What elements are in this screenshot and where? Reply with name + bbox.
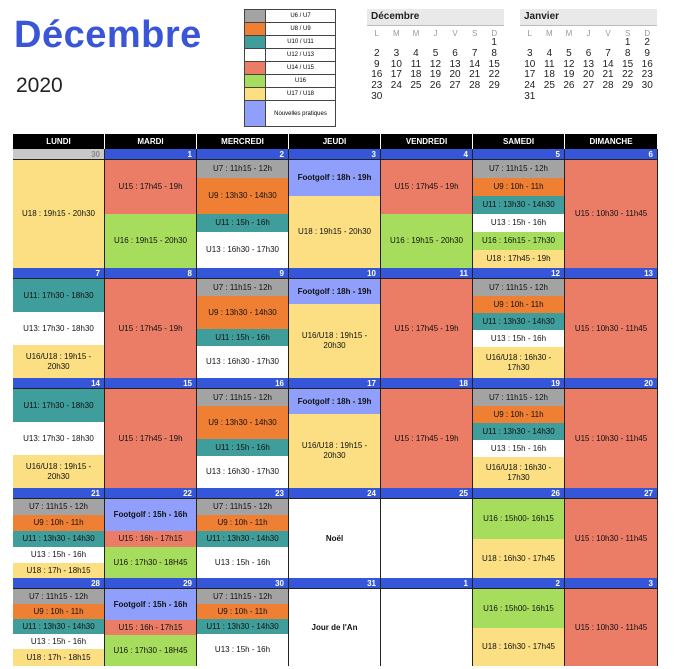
mini-calendar-day[interactable]: 9 — [374, 58, 380, 70]
event-slot[interactable]: U16 : 17h30 - 18H45 — [105, 635, 196, 666]
event-slot[interactable]: Jour de l'An — [289, 589, 380, 666]
mini-calendar-dayname: S — [471, 29, 478, 38]
mini-calendar-day[interactable]: 3 — [527, 47, 533, 59]
event-slot[interactable]: U9 : 10h - 11h — [473, 296, 564, 313]
mini-calendar-day[interactable]: 30 — [641, 80, 653, 92]
mini-calendar-day — [484, 92, 504, 103]
day-number: 16 — [197, 378, 288, 389]
day-number: 26 — [473, 488, 564, 499]
event-slot[interactable]: U16/U18 : 19h15 - 20h30 — [289, 414, 380, 488]
legend-swatch — [245, 36, 266, 49]
mini-calendar-dayname: M — [546, 29, 553, 38]
event-slot[interactable]: U16 : 19h15 - 20h30 — [105, 214, 196, 268]
mini-calendar-dayname: L — [527, 29, 532, 38]
legend-swatch — [245, 10, 266, 23]
weekday-header: LUNDI — [13, 134, 105, 149]
day-number: 1 — [381, 578, 472, 589]
day-number: 25 — [381, 488, 472, 499]
day-cell[interactable] — [565, 149, 658, 268]
mini-calendar-day[interactable]: 26 — [429, 80, 442, 92]
mini-calendar-days — [367, 38, 504, 103]
event-slot[interactable]: U11 : 13h30 - 14h30 — [13, 531, 104, 547]
mini-calendar-dayname: M — [412, 29, 420, 38]
event-slot[interactable]: U7 : 11h15 - 12h — [197, 389, 288, 406]
mini-calendar-day[interactable]: 15 — [622, 58, 634, 70]
mini-calendar-day[interactable]: 9 — [644, 47, 650, 59]
day-number: 31 — [289, 578, 380, 589]
event-slot[interactable]: U13 : 15h - 16h — [473, 440, 564, 457]
mini-calendar-dayname: V — [452, 29, 458, 38]
day-number: 4 — [381, 149, 472, 160]
day-cell[interactable] — [381, 488, 473, 578]
day-number: 10 — [289, 268, 380, 279]
day-number: 22 — [105, 488, 196, 499]
mini-calendar-day[interactable]: 23 — [641, 69, 653, 81]
mini-calendar-title: Décembre — [367, 9, 504, 26]
event-slot[interactable]: U15 : 17h45 - 19h — [105, 389, 196, 488]
mini-calendar-day[interactable]: 21 — [602, 69, 614, 81]
mini-calendar-day[interactable]: 17 — [390, 69, 402, 81]
mini-calendar-dayname: M — [393, 29, 400, 38]
mini-calendar-dayname: D — [491, 29, 498, 38]
day-number: 27 — [565, 488, 657, 499]
mini-calendar-day[interactable]: 1 — [491, 37, 497, 48]
day-number: 9 — [197, 268, 288, 279]
event-slot[interactable]: U11 : 15h - 16h — [197, 329, 288, 346]
mini-calendar-day — [387, 92, 407, 103]
event-slot[interactable]: U13 : 15h - 16h — [473, 330, 564, 347]
event-slot[interactable]: U7 : 11h15 - 12h — [473, 389, 564, 406]
day-cell[interactable] — [381, 378, 473, 488]
event-slot[interactable]: U13 : 15h - 16h — [13, 547, 104, 563]
mini-calendar-day[interactable]: 11 — [410, 58, 422, 70]
legend-swatch — [245, 49, 266, 62]
day-cell[interactable] — [381, 268, 473, 378]
mini-calendar-day[interactable]: 22 — [622, 69, 634, 81]
day-number: 21 — [13, 488, 104, 499]
mini-calendar-dayname: J — [586, 29, 591, 38]
day-cell[interactable] — [105, 268, 197, 378]
event-slot[interactable]: U11 : 13h30 - 14h30 — [197, 531, 288, 547]
mini-calendar-day — [426, 92, 446, 103]
mini-calendar-day[interactable]: 28 — [469, 80, 481, 92]
day-cell[interactable] — [13, 488, 105, 578]
event-slot[interactable]: U18 : 17h45 - 19h — [473, 250, 564, 268]
event-slot[interactable]: U16/U18 : 19h15 - 20h30 — [289, 304, 380, 378]
legend-swatch — [245, 88, 266, 101]
event-slot[interactable]: U15 : 17h45 - 19h — [381, 389, 472, 488]
day-cell[interactable] — [13, 268, 105, 378]
day-number: 18 — [381, 378, 472, 389]
legend — [244, 9, 336, 127]
day-cell[interactable] — [565, 268, 658, 378]
mini-calendar-day[interactable]: 16 — [371, 69, 383, 81]
event-slot[interactable]: U16 : 15h00- 16h15 — [473, 589, 564, 628]
event-slot[interactable]: U13 : 15h - 16h — [13, 634, 104, 649]
event-slot[interactable]: U13 : 15h - 16h — [197, 634, 288, 666]
mini-calendar-days — [520, 38, 657, 103]
mini-calendar-day[interactable]: 14 — [469, 58, 481, 70]
legend-label: U6 / U7 — [266, 10, 336, 23]
event-slot[interactable]: U18 : 17h - 18h15 — [13, 563, 104, 578]
event-slot[interactable] — [381, 589, 472, 666]
day-number: 24 — [289, 488, 380, 499]
event-slot[interactable]: U15 : 16h - 17h15 — [105, 531, 196, 547]
page-title: Décembre — [14, 14, 202, 56]
day-number: 2 — [473, 578, 564, 589]
legend-label: U16 — [266, 75, 336, 88]
event-slot[interactable]: Noël — [289, 499, 380, 578]
event-slot[interactable]: U16 : 19h15 - 20h30 — [381, 214, 472, 268]
mini-calendar-daynames — [367, 29, 504, 38]
day-cell[interactable] — [289, 149, 381, 268]
event-slot[interactable]: U16 : 16h15 - 17h30 — [473, 232, 564, 250]
day-number: 12 — [473, 268, 564, 279]
day-cell[interactable] — [473, 488, 565, 578]
event-slot[interactable]: U9 : 13h30 - 14h30 — [197, 296, 288, 329]
day-number: 19 — [473, 378, 564, 389]
event-slot[interactable]: U7 : 11h15 - 12h — [473, 279, 564, 296]
legend-row — [245, 62, 336, 75]
mini-calendar-day[interactable]: 7 — [605, 47, 611, 59]
mini-calendar-day[interactable]: 8 — [624, 47, 631, 59]
mini-calendar-day[interactable]: 10 — [524, 58, 536, 70]
day-cell[interactable] — [473, 378, 565, 488]
day-cell[interactable] — [565, 578, 658, 666]
event-slot[interactable]: U11: 17h30 - 18h30 — [13, 389, 104, 422]
day-number: 30 — [13, 149, 104, 160]
mini-calendar-day[interactable]: 29 — [488, 80, 500, 92]
mini-calendar-dayname: M — [565, 29, 573, 38]
mini-calendar-day[interactable]: 19 — [429, 69, 442, 81]
mini-calendar-day[interactable]: 6 — [452, 47, 458, 59]
day-cell[interactable] — [197, 488, 289, 578]
mini-calendar-day[interactable]: 18 — [543, 69, 555, 81]
mini-calendar-day[interactable]: 12 — [563, 58, 575, 70]
legend-label: Nouvelles pratiques — [266, 101, 336, 127]
mini-calendar-day[interactable]: 27 — [582, 80, 595, 92]
legend-label: U12 / U13 — [266, 49, 336, 62]
mini-calendar-day[interactable]: 5 — [566, 47, 572, 59]
day-number: 20 — [565, 378, 657, 389]
weekday-header: JEUDI — [289, 134, 381, 149]
mini-calendar-day[interactable]: 12 — [429, 58, 442, 70]
mini-calendar-day[interactable]: 21 — [469, 69, 481, 81]
mini-calendar-day[interactable]: 20 — [582, 69, 595, 81]
event-slot[interactable]: Footgolf : 18h - 19h — [289, 160, 380, 196]
mini-calendar-dayname: D — [644, 29, 651, 38]
event-slot[interactable]: U15 : 17h45 - 19h — [381, 279, 472, 378]
month-calendar — [13, 134, 658, 666]
day-number: 11 — [381, 268, 472, 279]
event-slot[interactable]: U18 : 16h30 - 17h45 — [473, 539, 564, 578]
week-row — [13, 488, 658, 578]
legend-row — [245, 10, 336, 23]
event-slot[interactable]: U18 : 19h15 - 20h30 — [13, 160, 104, 268]
day-number: 29 — [105, 578, 196, 589]
day-cell[interactable] — [473, 149, 565, 268]
event-slot[interactable]: U9 : 10h - 11h — [197, 604, 288, 619]
event-slot[interactable]: U9 : 10h - 11h — [473, 406, 564, 423]
mini-calendar-daynames — [520, 29, 657, 38]
mini-calendar-day[interactable]: 11 — [544, 58, 555, 70]
mini-calendar-day — [406, 92, 426, 103]
weekday-header: MARDI — [105, 134, 197, 149]
event-slot[interactable]: U11 : 13h30 - 14h30 — [13, 619, 104, 634]
mini-calendar-dayname: V — [605, 29, 611, 38]
page-year: 2020 — [16, 74, 63, 97]
mini-calendar-day[interactable]: 18 — [410, 69, 422, 81]
day-number: 3 — [289, 149, 380, 160]
day-number: 2 — [197, 149, 288, 160]
mini-calendar-day[interactable]: 19 — [563, 69, 575, 81]
event-slot[interactable]: U7 : 11h15 - 12h — [13, 499, 104, 515]
event-slot[interactable]: U15 : 10h30 - 11h45 — [565, 589, 657, 666]
mini-calendar-day[interactable]: 5 — [432, 47, 439, 59]
event-slot[interactable]: U11: 17h30 - 18h30 — [13, 279, 104, 312]
mini-calendar-day[interactable]: 2 — [374, 47, 380, 59]
day-cell[interactable] — [105, 149, 197, 268]
event-slot[interactable]: U15 : 10h30 - 11h45 — [565, 279, 657, 378]
event-slot[interactable]: U13 : 15h - 16h — [473, 214, 564, 232]
weekday-header: SAMEDI — [473, 134, 565, 149]
event-slot[interactable]: U16 : 15h00- 16h15 — [473, 499, 564, 539]
mini-calendar-day[interactable]: 25 — [543, 80, 555, 92]
event-slot[interactable]: U11 : 13h30 - 14h30 — [473, 313, 564, 330]
day-cell[interactable] — [13, 378, 105, 488]
day-cell[interactable] — [289, 578, 381, 666]
day-cell[interactable] — [289, 268, 381, 378]
mini-calendar-day[interactable]: 13 — [582, 58, 595, 70]
event-slot[interactable]: U9 : 10h - 11h — [197, 515, 288, 531]
mini-calendar-day — [445, 92, 465, 103]
day-number: 7 — [13, 268, 104, 279]
mini-calendar-day[interactable]: 14 — [602, 58, 614, 70]
day-cell[interactable] — [197, 378, 289, 488]
mini-calendar-day[interactable]: 8 — [491, 47, 497, 59]
mini-calendar-day[interactable]: 24 — [390, 80, 402, 92]
event-slot[interactable]: U16 : 17h30 - 18H45 — [105, 547, 196, 578]
day-cell[interactable] — [105, 488, 197, 578]
mini-calendar-day[interactable]: 6 — [585, 47, 592, 59]
event-slot[interactable]: U11 : 15h - 16h — [197, 439, 288, 456]
day-number: 3 — [565, 578, 657, 589]
legend-row — [245, 75, 336, 88]
event-slot[interactable]: U13: 17h30 - 18h30 — [13, 312, 104, 345]
legend-label: U10 / U11 — [266, 36, 336, 49]
day-cell[interactable] — [289, 488, 381, 578]
event-slot[interactable]: U15 : 16h - 17h15 — [105, 620, 196, 635]
mini-calendar-dayname: J — [433, 29, 438, 38]
day-number: 23 — [197, 488, 288, 499]
weekday-header: DIMANCHE — [565, 134, 658, 149]
event-slot[interactable]: U18 : 16h30 - 17h45 — [473, 628, 564, 666]
day-number: 14 — [13, 378, 104, 389]
legend-label: U8 / U9 — [266, 23, 336, 36]
event-slot[interactable]: U7 : 11h15 - 12h — [197, 160, 288, 178]
event-slot[interactable]: U13 : 16h30 - 17h30 — [197, 346, 288, 378]
day-cell[interactable] — [381, 578, 473, 666]
mini-calendar-day — [465, 92, 485, 103]
day-cell[interactable] — [565, 378, 658, 488]
mini-calendar-day[interactable]: 4 — [413, 47, 419, 59]
event-slot[interactable]: U9 : 10h - 11h — [473, 178, 564, 196]
event-slot[interactable]: U13 : 15h - 16h — [197, 547, 288, 578]
legend-row — [245, 88, 336, 101]
event-slot[interactable]: U7 : 11h15 - 12h — [197, 499, 288, 515]
event-slot[interactable]: Footgolf : 18h - 19h — [289, 389, 380, 414]
week-row — [13, 578, 658, 666]
mini-calendar-day[interactable]: 25 — [410, 80, 422, 92]
mini-calendar-day[interactable]: 24 — [524, 80, 536, 92]
weekday-header: MERCREDI — [197, 134, 289, 149]
day-cell[interactable] — [197, 268, 289, 378]
mini-calendar-title: Janvier — [520, 9, 657, 26]
mini-calendar-day[interactable]: 28 — [602, 80, 614, 92]
day-cell[interactable] — [289, 378, 381, 488]
event-slot[interactable]: U11 : 15h - 16h — [197, 214, 288, 232]
event-slot[interactable]: U13 : 16h30 - 17h30 — [197, 456, 288, 488]
event-slot[interactable]: U15 : 10h30 - 11h45 — [565, 389, 657, 488]
event-slot[interactable]: Footgolf : 15h - 16h — [105, 589, 196, 620]
event-slot[interactable]: U16/U18 : 19h15 - 20h30 — [13, 455, 104, 488]
event-slot[interactable]: U11 : 13h30 - 14h30 — [473, 196, 564, 214]
mini-calendar-day[interactable]: 16 — [641, 58, 653, 70]
day-number: 1 — [105, 149, 196, 160]
event-slot[interactable]: U7 : 11h15 - 12h — [197, 589, 288, 604]
event-slot[interactable]: U11 : 13h30 - 14h30 — [197, 619, 288, 634]
day-number: 6 — [565, 149, 657, 160]
event-slot[interactable]: U16/U18 : 19h15 - 20h30 — [13, 345, 104, 378]
week-row — [13, 149, 658, 268]
day-cell[interactable] — [473, 268, 565, 378]
event-slot[interactable]: U16/U18 : 16h30 - 17h30 — [473, 347, 564, 378]
mini-calendar-day[interactable]: 1 — [624, 37, 631, 48]
day-number: 17 — [289, 378, 380, 389]
event-slot[interactable]: U15 : 10h30 - 11h45 — [565, 160, 657, 268]
mini-calendar-dayname: L — [374, 29, 379, 38]
event-slot[interactable]: U9 : 10h - 11h — [13, 515, 104, 531]
legend-swatch — [245, 101, 266, 127]
week-row — [13, 268, 658, 378]
mini-calendar-december — [367, 9, 504, 103]
mini-calendar-day[interactable]: 3 — [393, 47, 400, 59]
week-row — [13, 378, 658, 488]
day-number: 28 — [13, 578, 104, 589]
mini-calendar-day[interactable]: 10 — [390, 58, 402, 70]
mini-calendar-january — [520, 9, 657, 103]
day-cell[interactable] — [105, 378, 197, 488]
day-cell[interactable] — [13, 578, 105, 666]
day-cell[interactable] — [381, 149, 473, 268]
day-cell[interactable] — [105, 578, 197, 666]
day-number: 13 — [565, 268, 657, 279]
legend-label: U17 / U18 — [266, 88, 336, 101]
legend-label: U14 / U15 — [266, 62, 336, 75]
day-cell[interactable] — [13, 149, 105, 268]
event-slot[interactable]: U15 : 17h45 - 19h — [105, 160, 196, 214]
legend-swatch — [245, 23, 266, 36]
event-slot[interactable]: U18 : 17h - 18h15 — [13, 649, 104, 666]
event-slot[interactable]: U18 : 19h15 - 20h30 — [289, 196, 380, 268]
event-slot[interactable]: U15 : 10h30 - 11h45 — [565, 499, 657, 578]
day-number: 15 — [105, 378, 196, 389]
event-slot[interactable] — [381, 499, 472, 578]
mini-calendar-day[interactable]: 23 — [371, 80, 383, 92]
event-slot[interactable]: Footgolf : 15h - 16h — [105, 499, 196, 531]
event-slot[interactable]: U15 : 17h45 - 19h — [105, 279, 196, 378]
event-slot[interactable]: U7 : 11h15 - 12h — [197, 279, 288, 296]
event-slot[interactable]: U7 : 11h15 - 12h — [473, 160, 564, 178]
mini-calendar-day[interactable]: 22 — [488, 69, 500, 81]
day-number: 8 — [105, 268, 196, 279]
mini-calendar-day[interactable]: 29 — [622, 80, 634, 92]
mini-calendar-day[interactable]: 27 — [449, 80, 461, 92]
legend-row — [245, 23, 336, 36]
event-slot[interactable]: U13: 17h30 - 18h30 — [13, 422, 104, 455]
event-slot[interactable]: U9 : 13h30 - 14h30 — [197, 178, 288, 214]
event-slot[interactable]: U9 : 10h - 11h — [13, 604, 104, 619]
mini-calendar-day[interactable]: 2 — [644, 37, 650, 48]
day-cell[interactable] — [565, 488, 658, 578]
day-number: 5 — [473, 149, 564, 160]
day-cell[interactable] — [197, 578, 289, 666]
day-cell[interactable] — [197, 149, 289, 268]
legend-row — [245, 36, 336, 49]
event-slot[interactable]: U7 : 11h15 - 12h — [13, 589, 104, 604]
mini-calendar-day[interactable]: 13 — [449, 58, 461, 70]
event-slot[interactable]: U13 : 16h30 - 17h30 — [197, 232, 288, 268]
legend-swatch — [245, 75, 266, 88]
mini-calendar-day[interactable]: 31 — [524, 90, 536, 102]
event-slot[interactable]: U15 : 17h45 - 19h — [381, 160, 472, 214]
day-cell[interactable] — [473, 578, 565, 666]
mini-calendar-day[interactable]: 4 — [546, 47, 553, 59]
mini-calendar-day[interactable]: 15 — [488, 58, 500, 70]
event-slot[interactable]: U11 : 13h30 - 14h30 — [473, 423, 564, 440]
weekday-header: VENDREDI — [381, 134, 473, 149]
mini-calendar-day[interactable]: 30 — [371, 90, 383, 102]
event-slot[interactable]: U16/U18 : 16h30 - 17h30 — [473, 457, 564, 488]
mini-calendar-day[interactable]: 26 — [563, 80, 575, 92]
legend-swatch — [245, 62, 266, 75]
mini-calendar-day[interactable]: 7 — [471, 47, 478, 59]
event-slot[interactable]: Footgolf : 18h - 19h — [289, 279, 380, 304]
legend-row — [245, 49, 336, 62]
mini-calendar-day[interactable]: 20 — [449, 69, 461, 81]
legend-row — [245, 101, 336, 127]
day-number: 30 — [197, 578, 288, 589]
mini-calendar-dayname: S — [624, 29, 631, 38]
event-slot[interactable]: U9 : 13h30 - 14h30 — [197, 406, 288, 439]
mini-calendar-day[interactable]: 17 — [524, 69, 536, 81]
